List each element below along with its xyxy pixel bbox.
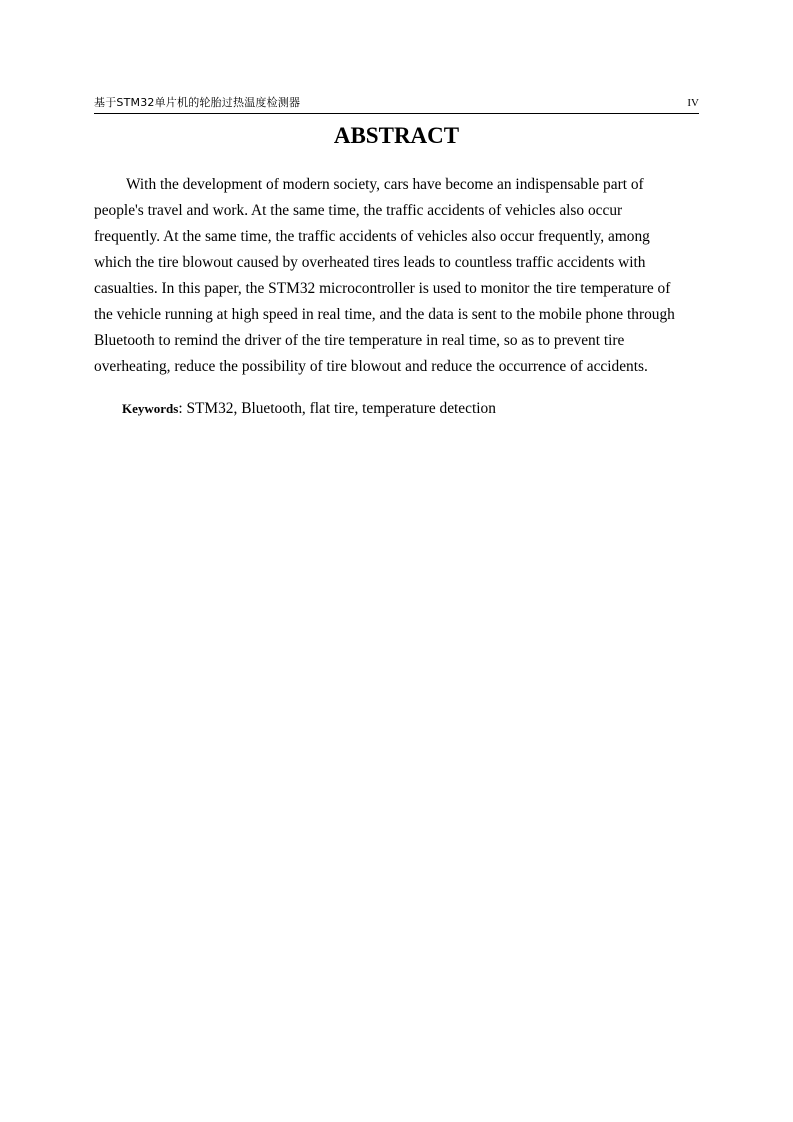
abstract-title: ABSTRACT	[333, 123, 460, 148]
abstract-body	[94, 172, 702, 380]
abstract-line: which the tire blowout caused by overheated tires leads to countless traffic accidents with	[94, 254, 646, 271]
abstract-line: Bluetooth to remind the driver of the tire temperature in real time, so as to prevent tire	[94, 332, 625, 349]
abstract-line: casualties. In this paper, the STM32 microcontroller is used to monitor the tire temperature of	[94, 280, 671, 297]
abstract-line: the vehicle running at high speed in real time, and the data is sent to the mobile phone through	[94, 306, 675, 323]
keywords-list: : STM32, Bluetooth, flat tire, temperature detection	[178, 400, 496, 417]
keywords	[122, 397, 496, 421]
abstract-line: With the development of modern society, cars have become an indispensable part of	[126, 176, 644, 193]
page-number: IV	[687, 97, 699, 109]
running-title: 基于STM32单片机的轮胎过热温度检测器	[94, 96, 301, 109]
keywords-label: Keywords	[122, 401, 179, 416]
running-header	[94, 95, 699, 114]
abstract-line: frequently. At the same time, the traffic accidents of vehicles also occur frequently, among	[94, 228, 650, 245]
abstract-line: people's travel and work. At the same time, the traffic accidents of vehicles also occur	[94, 202, 623, 219]
abstract-line: overheating, reduce the possibility of tire blowout and reduce the occurrence of accidents.	[94, 358, 648, 375]
